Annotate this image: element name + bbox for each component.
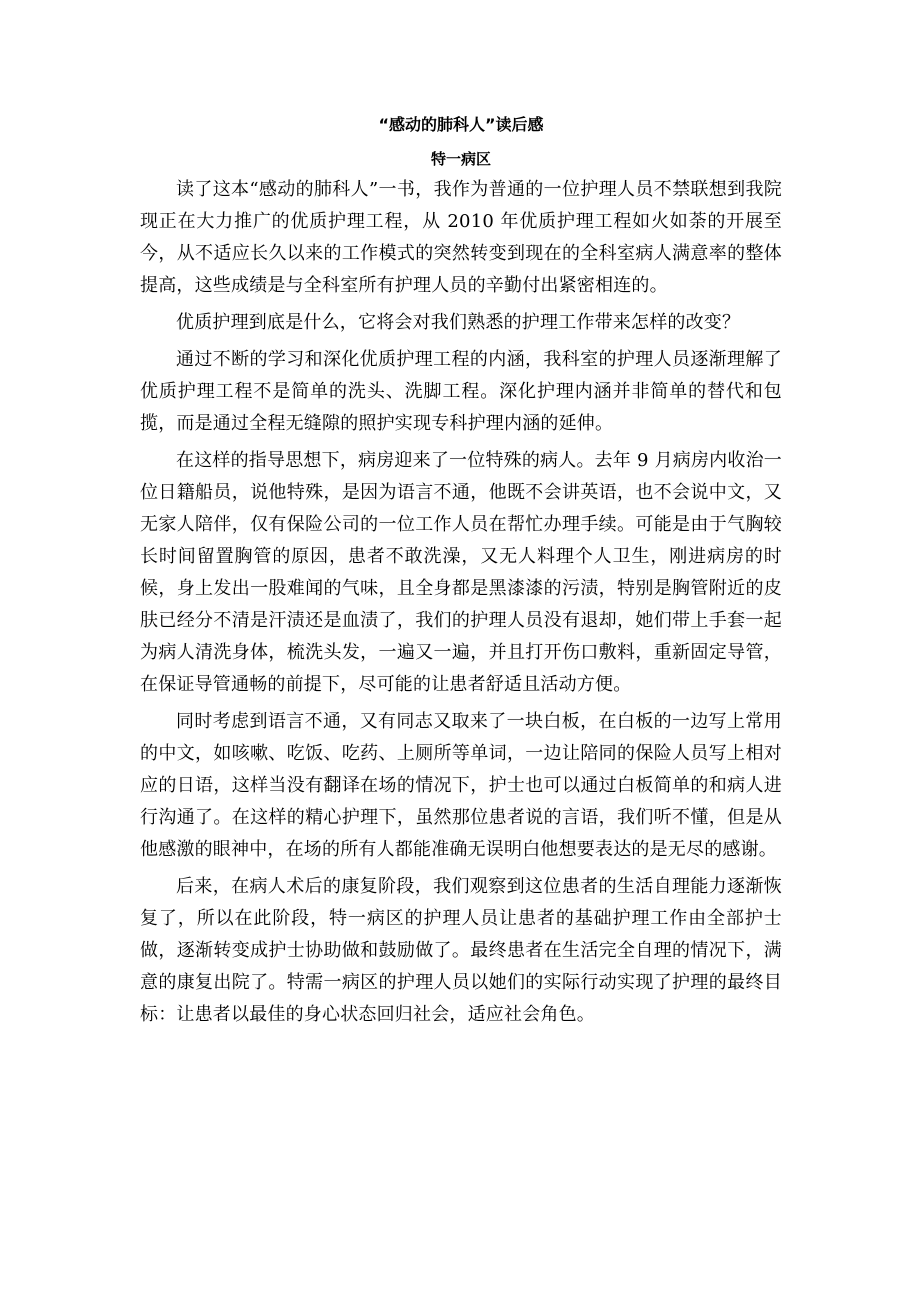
paragraph-4: 在这样的指导思想下，病房迎来了一位特殊的病人。去年 9 月病房内收治一位日籍船员，说他特殊，是因为语言不通，他既不会讲英语，也不会说中文，又无家人陪伴，仅有保险公司的一位工作人员在帮忙办理手续。可能是由于气胸较长时间留置胸管的原因，患者不敢洗澡，又无人料理个人卫生，刚进病房的时候，身上发出一股难闻的气味，且全身都是黑漆漆的污渍，特别是胸管附近的皮肤已经分不清是汗渍还是血渍了，我们的护理人员没有退却，她们带上手套一起为病人清洗身体，梳洗头发，一遍又一遍，并且打开伤口敷料，重新固定导管，在保证导管通畅的前提下，尽可能的让患者舒适且活动方便。 [140,450,782,695]
document-subtitle: 特一病区 [430,150,491,168]
paragraph-1: 读了这本“感动的肺科人”一书，我作为普通的一位护理人员不禁联想到我院现正在大力推广的优质护理工程，从 2010 年优质护理工程如火如荼的开展至今，从不适应长久以来的工作模式的突然转变到现在的全科室病人满意率的整体提高，这些成绩是与全科室所有护理人员的辛勤付出紧密相连的。 [140,179,782,296]
paragraph-5: 同时考虑到语言不通，又有同志又取来了一块白板，在白板的一边写上常用的中文，如咳嗽、吃饭、吃药、上厕所等单词，一边让陪同的保险人员写上相对应的日语，这样当没有翻译在场的情况下，护士也可以通过白板简单的和病人进行沟通了。在这样的精心护理下，虽然那位患者说的言语，我们听不懂，但是从他感激的眼神中，在场的所有人都能准确无误明白他想要表达的是无尽的感谢。 [140,711,782,860]
document-body [140,112,782,1036]
paragraph-3: 通过不断的学习和深化优质护理工程的内涵，我科室的护理人员逐渐理解了优质护理工程不是简单的洗头、洗脚工程。深化护理内涵并非简单的替代和包揽，而是通过全程无缝隙的照护实现专科护理内涵的延伸。 [140,349,782,434]
paragraph-2: 优质护理到底是什么，它将会对我们熟悉的护理工作带来怎样的改变？ [176,312,741,333]
document-title: “感动的肺科人”读后感 [378,115,544,134]
paragraph-6: 后来，在病人术后的康复阶段，我们观察到这位患者的生活自理能力逐渐恢复了，所以在此阶段，特一病区的护理人员让患者的基础护理工作由全部护士做，逐渐转变成护士协助做和鼓励做了。最终患者在生活完全自理的情况下，满意的康复出院了。特需一病区的护理人员以她们的实际行动实现了护理的最终目标：让患者以最佳的身心状态回归社会，适应社会角色。 [140,876,782,1025]
